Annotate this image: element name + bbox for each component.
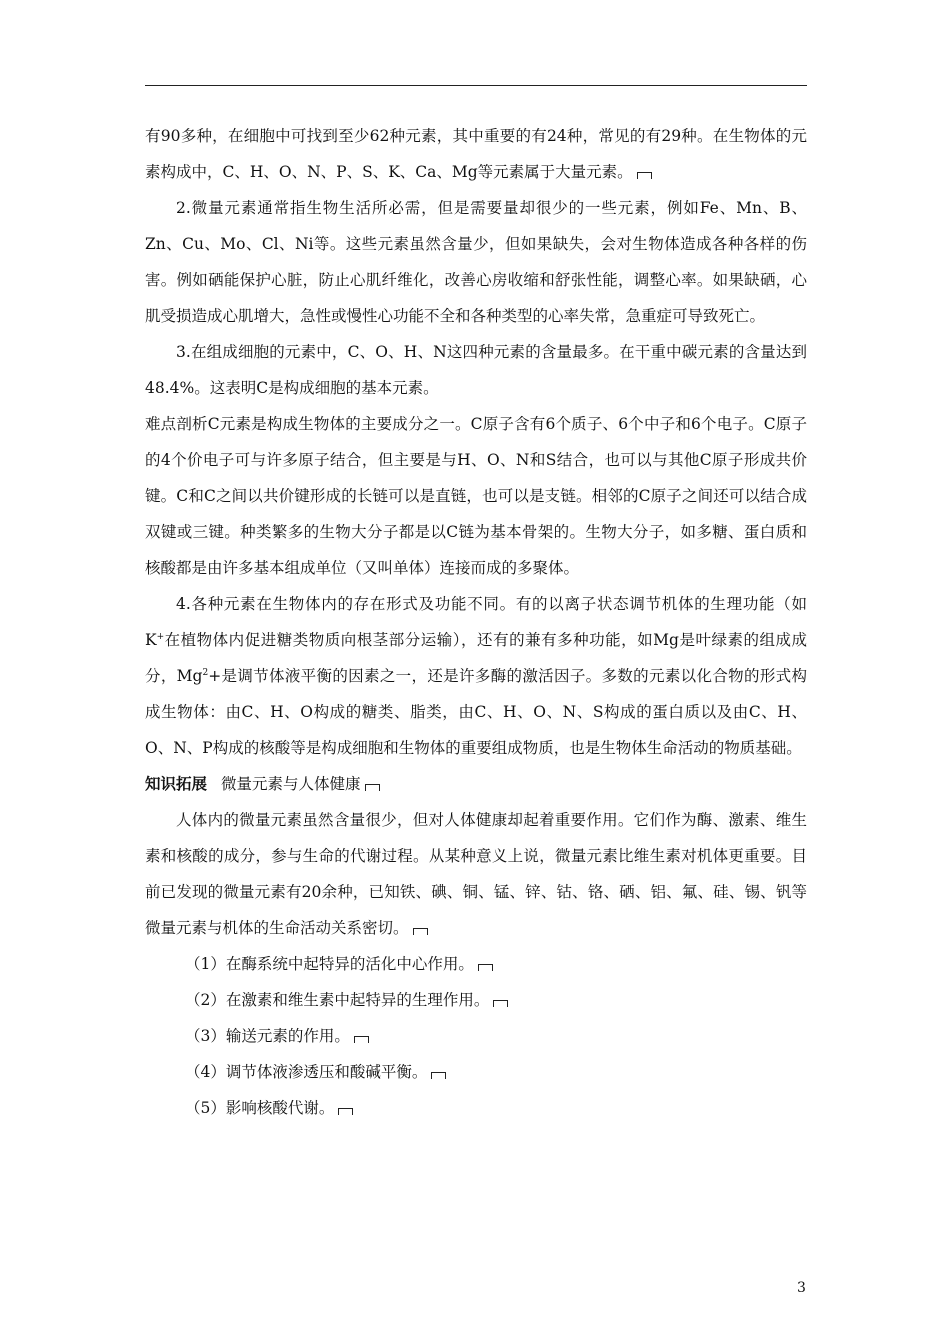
paragraph-difficulty-analysis: 难点剖析C元素是构成生物体的主要成分之一。C原子含有6个质子、6个中子和6个电子。C原子的4个价电子可与许多原子结合，但主要是与H、O、N和S结合，也可以与其他C原子形成共价键。C和C之间以共价键形成的长链可以是直链，也可以是支链。相邻的C原子之间还可以结合成双键或三键。种类繁多的生物大分子都是以C链为基本骨架的。生物大分子，如多糖、蛋白质和核酸都是由许多基本组成单位（又叫单体）连接而成的多聚体。 xyxy=(145,415,807,577)
list-item: （1）在酶系统中起特异的活化中心作用。 xyxy=(145,946,807,982)
page-number: 3 xyxy=(797,1280,806,1296)
section-heading xyxy=(145,766,807,802)
list-item: （2）在激素和维生素中起特异的生理作用。 xyxy=(145,982,807,1018)
paragraph-major-elements: 有90多种，在细胞中可找到至少62种元素，其中重要的有24种，常见的有29种。在生物体的元素构成中，C、H、O、N、P、S、K、Ca、Mg等元素属于大量元素。 xyxy=(145,127,807,181)
return-mark-icon xyxy=(413,928,428,935)
header-rule xyxy=(145,85,807,86)
paragraph-element-forms: 4.各种元素在生物体内的存在形式及功能不同。有的以离子状态调节机体的生理功能（如K+在植物体内促进糖类物质向根茎部分运输），还有的兼有多种功能，如Mg是叶绿素的组成成分，$Mg^2+$是调节体液平衡的因素之一，还是许多酶的激活因子。多数的元素以化合物的形式构成生物体：由C、H、O构成的糖类、脂类，由C、H、O、N、S构成的蛋白质以及由C、H、O、N、P构成的核酸等是构成细胞和生物体的重要组成物质，也是生物体生命活动的物质基础。 xyxy=(145,595,807,757)
paragraph-health: 人体内的微量元素虽然含量很少，但对人体健康却起着重要作用。它们作为酶、激素、维生素和核酸的成分，参与生命的代谢过程。从某种意义上说，微量元素比维生素对机体更重要。目前已发现的微量元素有20余种，已知铁、碘、铜、锰、锌、钴、铬、硒、铝、氟、硅、锡、钒等微量元素与机体的生命活动关系密切。 xyxy=(145,811,807,937)
document-body xyxy=(145,118,807,1126)
return-mark-icon xyxy=(354,1036,369,1043)
list-item: （4）调节体液渗透压和酸碱平衡。 xyxy=(145,1054,807,1090)
return-mark-icon xyxy=(338,1108,353,1115)
return-mark-icon xyxy=(431,1072,446,1079)
paragraph-trace-elements: 2.微量元素通常指生物生活所必需，但是需要量却很少的一些元素，例如Fe、Mn、B、Zn、Cu、Mo、Cl、Ni等。这些元素虽然含量少，但如果缺失，会对生物体造成各种各样的伤害。例如硒能保护心脏，防止心肌纤维化，改善心房收缩和舒张性能，调整心率。如果缺硒，心肌受损造成心肌增大，急性或慢性心功能不全和各种类型的心率失常，急重症可导致死亡。 xyxy=(145,199,807,325)
return-mark-icon xyxy=(478,964,493,971)
return-mark-icon xyxy=(493,1000,508,1007)
return-mark-icon xyxy=(637,172,652,179)
list-item: （3）输送元素的作用。 xyxy=(145,1018,807,1054)
paragraph-basic-elements: 3.在组成细胞的元素中，C、O、H、N这四种元素的含量最多。在干重中碳元素的含量达到48.4%。这表明C是构成细胞的基本元素。 xyxy=(145,343,807,397)
list-item: （5）影响核酸代谢。 xyxy=(145,1090,807,1126)
section-label: 知识拓展 xyxy=(145,775,208,793)
return-mark-icon xyxy=(365,784,380,791)
section-title: 微量元素与人体健康 xyxy=(221,775,361,793)
